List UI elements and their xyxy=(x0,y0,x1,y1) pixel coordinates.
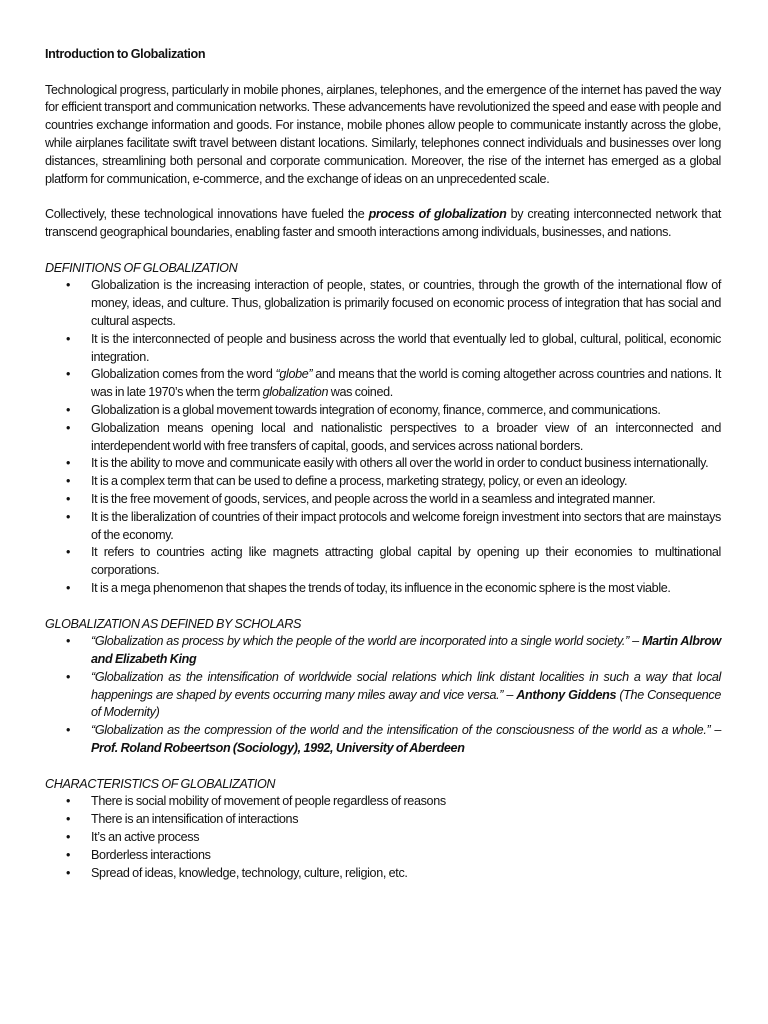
characteristics-list xyxy=(45,793,721,882)
list-item xyxy=(45,847,721,865)
collective-emphasis: process of globalization xyxy=(368,207,507,222)
list-item xyxy=(45,402,721,420)
document-title: Introduction to Globalization xyxy=(45,47,206,61)
document-page xyxy=(45,46,721,900)
list-item xyxy=(45,509,721,545)
bullet-icon: • xyxy=(66,634,71,649)
quote-dash: – xyxy=(710,723,721,738)
definitions-heading: DEFINITIONS OF GLOBALIZATION xyxy=(45,260,238,275)
collective-text-after: by creating interconnected network that transcend geographical boundaries, enabling faster and smooth interactions among individuals, businesses, and nations. xyxy=(45,207,721,239)
bullet-icon: • xyxy=(66,509,71,524)
bullet-icon: • xyxy=(66,545,71,560)
characteristics-heading: CHARACTERISTICS OF GLOBALIZATION xyxy=(45,776,276,791)
bullet-icon: • xyxy=(66,794,71,809)
bullet-icon: • xyxy=(66,812,71,827)
list-item-text: Globalization is the increasing interaction of people, states, or countries, through the growth of the international flow of money, ideas, and culture. Thus, globalization is primarily focused on economic process of integration that has social and cultural aspects. xyxy=(91,278,721,328)
list-item-text: There is an intensification of interactions xyxy=(91,812,299,827)
globalization-term: globalization xyxy=(262,385,329,400)
bullet-icon: • xyxy=(66,456,71,471)
list-item xyxy=(45,366,721,402)
list-item-text: It is a mega phenomenon that shapes the trends of today, its influence in the economic sphere is the most viable. xyxy=(91,580,671,595)
quote-dash: – xyxy=(503,687,517,702)
list-item-text: It is the interconnected of people and business across the world that eventually led to global, cultural, political, economic integration. xyxy=(91,331,721,364)
bullet-icon: • xyxy=(66,278,71,293)
bullet-icon: • xyxy=(66,830,71,845)
bullet-icon: • xyxy=(66,580,71,595)
bullet-icon: • xyxy=(66,402,71,417)
bullet-icon: • xyxy=(66,420,71,435)
list-item xyxy=(45,420,721,456)
bullet-icon: • xyxy=(66,367,71,382)
list-item xyxy=(45,811,721,829)
scholar-source: (The Consequence of Modernity) xyxy=(91,687,721,720)
list-item-text: Spread of ideas, knowledge, technology, culture, religion, etc. xyxy=(91,865,408,880)
list-item xyxy=(45,722,721,758)
scholar-quote: “Globalization as the compression of the world and the intensification of the consciousness of the world as a whole.” xyxy=(91,723,711,738)
list-item xyxy=(45,455,721,473)
quote-dash: – xyxy=(628,634,642,649)
list-item xyxy=(45,331,721,367)
scholar-author: Martin Albrow and Elizabeth King xyxy=(91,634,721,667)
list-item xyxy=(45,544,721,580)
list-item-text: It refers to countries acting like magnets attracting global capital by opening up their economies to multinational corporations. xyxy=(91,545,721,578)
scholars-list xyxy=(45,633,721,758)
bullet-icon: • xyxy=(66,847,71,862)
list-item xyxy=(45,793,721,811)
list-item-text: There is social mobility of movement of people regardless of reasons xyxy=(91,794,446,809)
scholar-quote: “Globalization as process by which the people of the world are incorporated into a single world society.” xyxy=(91,634,629,649)
list-item-text: It is a complex term that can be used to define a process, marketing strategy, policy, or even an ideology. xyxy=(91,474,628,489)
list-item-text-part: and means that the world is coming altogether across countries and nations. It was in late 1970’s when the term xyxy=(91,367,721,400)
bullet-icon: • xyxy=(66,865,71,880)
globe-quote: “globe” xyxy=(275,367,313,382)
collective-text-before: Collectively, these technological innovations have fueled the xyxy=(45,207,369,222)
list-item xyxy=(45,865,721,883)
list-item xyxy=(45,580,721,598)
list-item-text-part: Globalization comes from the word xyxy=(91,367,276,382)
list-item xyxy=(45,829,721,847)
list-item-text: Globalization means opening local and nationalistic perspectives to a broader view of an interconnected and interdependent world with free transfers of capital, goods, and services across national borders. xyxy=(91,420,721,453)
list-item-text-part: was coined. xyxy=(328,385,393,400)
definitions-list xyxy=(45,277,721,597)
list-item xyxy=(45,669,721,722)
bullet-icon: • xyxy=(66,491,71,506)
scholars-heading: GLOBALIZATION AS DEFINED BY SCHOLARS xyxy=(45,616,301,631)
scholar-author: Prof. Roland Robeertson (Sociology), 1992, University of Aberdeen xyxy=(91,741,465,756)
intro-paragraph: Technological progress, particularly in mobile phones, airplanes, telephones, and the emergence of the internet has paved the way for efficient transport and communication networks. These advancements have revolutionized the speed and ease with people and countries exchange information and goods. For instance, mobile phones allow people to communicate instantly across the globe, while airplanes facilitate swift travel between distant locations. Similarly, telephones connect individuals and businesses over long distances, streamlining both personal and corporate communication. Moreover, the rise of the internet has emerged as a global platform for communication, e-commerce, and the exchange of ideas on an unprecedented scale. xyxy=(45,82,721,186)
list-item-text: It is the liberalization of countries of their impact protocols and welcome foreign investment into sectors that are mainstays of the economy. xyxy=(91,509,721,542)
list-item xyxy=(45,473,721,491)
bullet-icon: • xyxy=(66,669,71,684)
list-item-text: Globalization is a global movement towards integration of economy, finance, commerce, and communications. xyxy=(91,402,661,417)
list-item-text: Borderless interactions xyxy=(91,847,211,862)
list-item-text: It is the free movement of goods, services, and people across the world in a seamless and integrated manner. xyxy=(91,491,656,506)
bullet-icon: • xyxy=(66,331,71,346)
list-item xyxy=(45,491,721,509)
bullet-icon: • xyxy=(66,474,71,489)
list-item-text: It is the ability to move and communicate easily with others all over the world in order to conduct business internationally. xyxy=(91,456,709,471)
list-item xyxy=(45,277,721,330)
bullet-icon: • xyxy=(66,723,71,738)
list-item-text: It’s an active process xyxy=(91,830,200,845)
scholar-author: Anthony Giddens xyxy=(516,687,617,702)
scholar-quote: “Globalization as the intensification of worldwide social relations which link distant localities in such a way that local happenings are shaped by events occurring many miles away and vice versa.” xyxy=(91,669,721,702)
collective-paragraph xyxy=(45,206,721,242)
list-item xyxy=(45,633,721,669)
